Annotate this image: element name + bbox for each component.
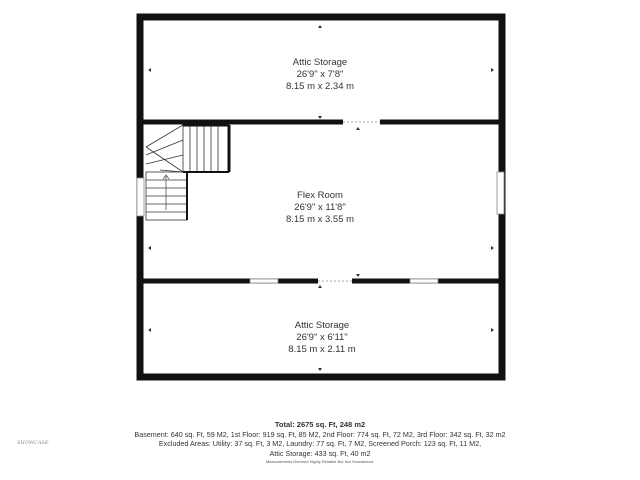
exterior-window-left bbox=[137, 178, 144, 216]
interior-window-left bbox=[250, 279, 278, 283]
summary-line-1: Basement: 640 sq. Ft, 59 M2, 1st Floor: 919 sq. Ft, 85 M2, 2nd Floor: 774 sq. Ft, 72 M2, 3rd Floor: 342 sq. Ft, 32 m2 bbox=[134, 429, 506, 439]
room-imperial: 26'9" x 7'8" bbox=[296, 69, 344, 80]
room-name: Flex Room bbox=[297, 190, 343, 201]
room-metric: 8.15 m x 3.55 m bbox=[285, 214, 355, 225]
disclaimer: Measurements Deemed Highly Reliable But Not Guaranteed. bbox=[265, 459, 375, 464]
room-label-flex-room bbox=[220, 190, 420, 226]
room-name: Attic Storage bbox=[292, 57, 348, 68]
room-metric: 8.15 m x 2.34 m bbox=[285, 81, 355, 92]
total-area: Total: 2675 sq. Ft, 248 m2 bbox=[274, 420, 366, 429]
room-imperial: 26'9" x 6'11" bbox=[296, 332, 348, 343]
logo-text: SHOWCASE bbox=[17, 440, 49, 446]
interior-window-right bbox=[410, 279, 438, 283]
area-summary bbox=[0, 420, 640, 466]
summary-line-3: Attic Storage: 433 sq. Ft, 40 m2 bbox=[269, 448, 371, 458]
exterior-window-right bbox=[497, 172, 504, 214]
room-label-attic-storage-bottom bbox=[222, 320, 422, 356]
room-label-attic-storage-top bbox=[220, 57, 420, 93]
summary-line-2: Excluded Areas: Utility: 37 sq. Ft, 3 M2, Laundry: 77 sq. Ft, 7 M2, Screened Porch: 123 sq. Ft, 11 M2, bbox=[158, 439, 482, 448]
staircase bbox=[146, 125, 229, 220]
room-name: Attic Storage bbox=[294, 320, 350, 331]
room-imperial: 26'9" x 11'8" bbox=[294, 202, 346, 213]
room-metric: 8.15 m x 2.11 m bbox=[288, 344, 356, 355]
